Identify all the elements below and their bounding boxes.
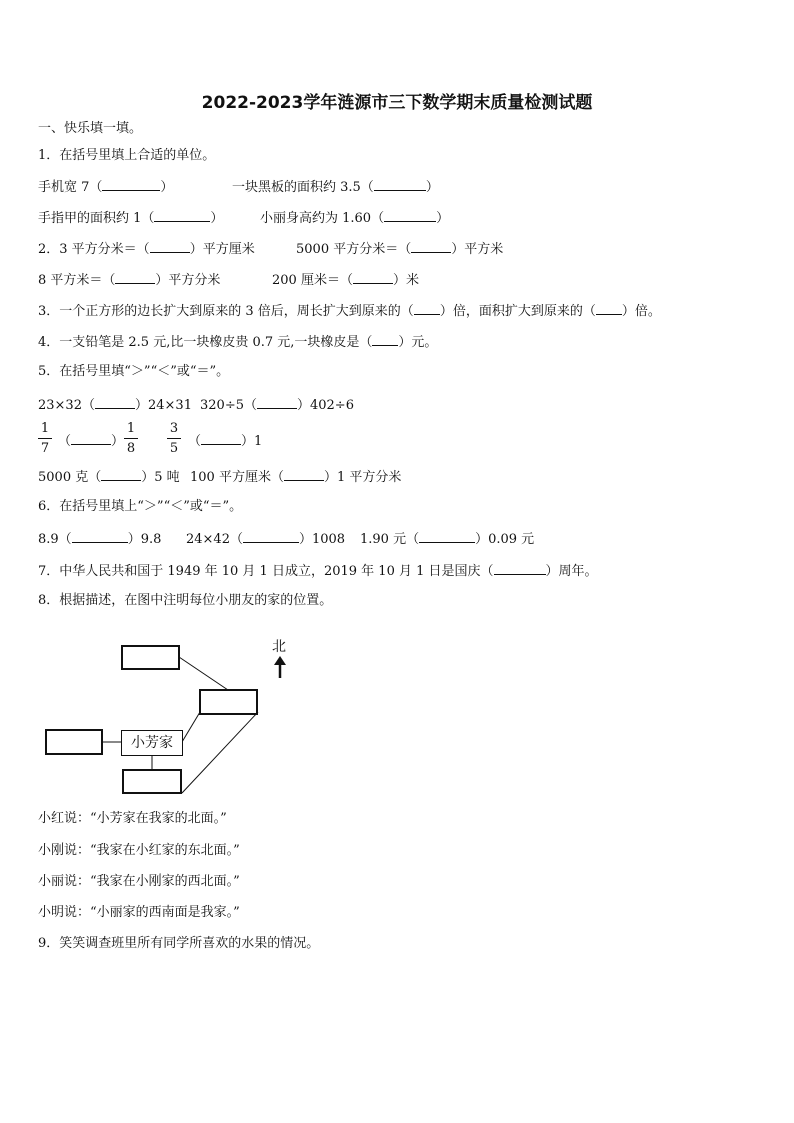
house-box-xiaohong[interactable] xyxy=(121,645,180,670)
q6-b-pre: 24×42（ xyxy=(186,532,243,547)
q2-a-post: ）平方厘米 xyxy=(189,242,255,257)
q5-c-post: ）5 吨 xyxy=(141,470,180,485)
fraction-denominator: 7 xyxy=(40,441,50,456)
close-paren: ） xyxy=(436,211,450,226)
fraction-numerator: 1 xyxy=(124,421,138,439)
q1-d-text: 小丽身高约为 1.60（ xyxy=(260,211,385,226)
q6-c-pre: 1.90 元（ xyxy=(360,532,420,547)
q9-stem: 9．笑笑调查班里所有同学所喜欢的水果的情况。 xyxy=(38,936,320,951)
north-arrow-icon xyxy=(274,656,286,678)
q6-b-post: ）1008 xyxy=(298,532,346,547)
q3-p1: 3．一个正方形的边长扩大到原来的 3 倍后，周长扩大到原来的（ xyxy=(38,304,414,319)
north-label: 北 xyxy=(272,639,286,655)
house-box-xiaogang[interactable] xyxy=(199,689,258,715)
q5-c-pre: 5000 克（ xyxy=(38,470,102,485)
q6-a-post: ）9.8 xyxy=(127,532,162,547)
q5-b-post: ）402÷6 xyxy=(296,398,354,413)
q1-b-text: 一块黑板的面积约 3.5（ xyxy=(232,180,374,195)
q1-stem: 1．在括号里填上合适的单位。 xyxy=(38,148,216,163)
q5-a-post: ）24×31 xyxy=(134,398,192,413)
statement-xiaoli: 小丽说：“我家在小刚家的西北面。” xyxy=(38,874,240,889)
q3-p2: ）倍，面积扩大到原来的（ xyxy=(439,304,596,319)
q4-p1: 4．一支铅笔是 2.5 元,比一块橡皮贵 0.7 元,一块橡皮是（ xyxy=(38,335,373,350)
q2-c-post: ）平方分米 xyxy=(155,273,221,288)
q2-d-pre: 200 厘米＝（ xyxy=(272,273,353,288)
number-one: 1 xyxy=(254,434,263,449)
q4-p2: ）元。 xyxy=(398,335,438,350)
q7-p2: ）周年。 xyxy=(545,564,598,579)
fraction-denominator: 5 xyxy=(169,441,179,456)
statement-xiaogang: 小刚说：“我家在小红家的东北面。” xyxy=(38,843,240,858)
q3-p3: ）倍。 xyxy=(621,304,661,319)
statement-xiaoming: 小明说：“小丽家的西南面是我家。” xyxy=(38,905,240,920)
house-box-xiaoming[interactable] xyxy=(122,769,182,794)
q5-d-post: ）1 平方分米 xyxy=(323,470,402,485)
q2-c-pre: 8 平方米＝（ xyxy=(38,273,116,288)
q8-stem: 8．根据描述，在图中注明每位小朋友的家的位置。 xyxy=(38,593,333,608)
close-paren: ） xyxy=(241,434,255,449)
open-paren: （ xyxy=(188,434,202,449)
q2-b-post: ）平方米 xyxy=(451,242,504,257)
q7-p1: 7．中华人民共和国于 1949 年 10 月 1 日成立，2019 年 10 月 1 日是国庆（ xyxy=(38,564,494,579)
q2-a-pre: 2．3 平方分米＝（ xyxy=(38,242,150,257)
q2-d-post: ）米 xyxy=(392,273,419,288)
connector-line xyxy=(182,712,258,793)
close-paren: ） xyxy=(425,180,439,195)
page-title: 2022-2023学年涟源市三下数学期末质量检测试题 xyxy=(201,93,593,113)
fraction-denominator: 8 xyxy=(126,441,136,456)
section-heading: 一、快乐填一填。 xyxy=(38,121,143,136)
q5-b-pre: 320÷5（ xyxy=(200,398,257,413)
fraction-numerator: 1 xyxy=(38,421,52,439)
q5-a-pre: 23×32（ xyxy=(38,398,95,413)
xiaofang-home-label: 小芳家 xyxy=(121,730,183,756)
q6-stem: 6．在括号里填上“＞”“＜”或“＝”。 xyxy=(38,499,243,514)
q2-b-pre: 5000 平方分米＝（ xyxy=(296,242,412,257)
house-box-xiaoli[interactable] xyxy=(45,729,103,755)
close-paren: ） xyxy=(160,180,174,195)
q5-stem: 5．在括号里填“＞”“＜”或“＝”。 xyxy=(38,364,230,379)
open-paren: （ xyxy=(58,434,72,449)
q6-c-post: ）0.09 元 xyxy=(475,532,535,547)
statement-xiaohong: 小红说：“小芳家在我家的北面。” xyxy=(38,811,227,826)
q1-a-text: 手机宽 7（ xyxy=(38,180,103,195)
connector-line xyxy=(179,657,228,690)
q6-a-pre: 8.9（ xyxy=(38,532,72,547)
q1-c-text: 手指甲的面积约 1（ xyxy=(38,211,155,226)
close-paren: ） xyxy=(111,434,125,449)
close-paren: ） xyxy=(210,211,224,226)
q5-d-pre: 100 平方厘米（ xyxy=(190,470,284,485)
fraction-numerator: 3 xyxy=(167,421,181,439)
connector-line xyxy=(182,712,200,742)
